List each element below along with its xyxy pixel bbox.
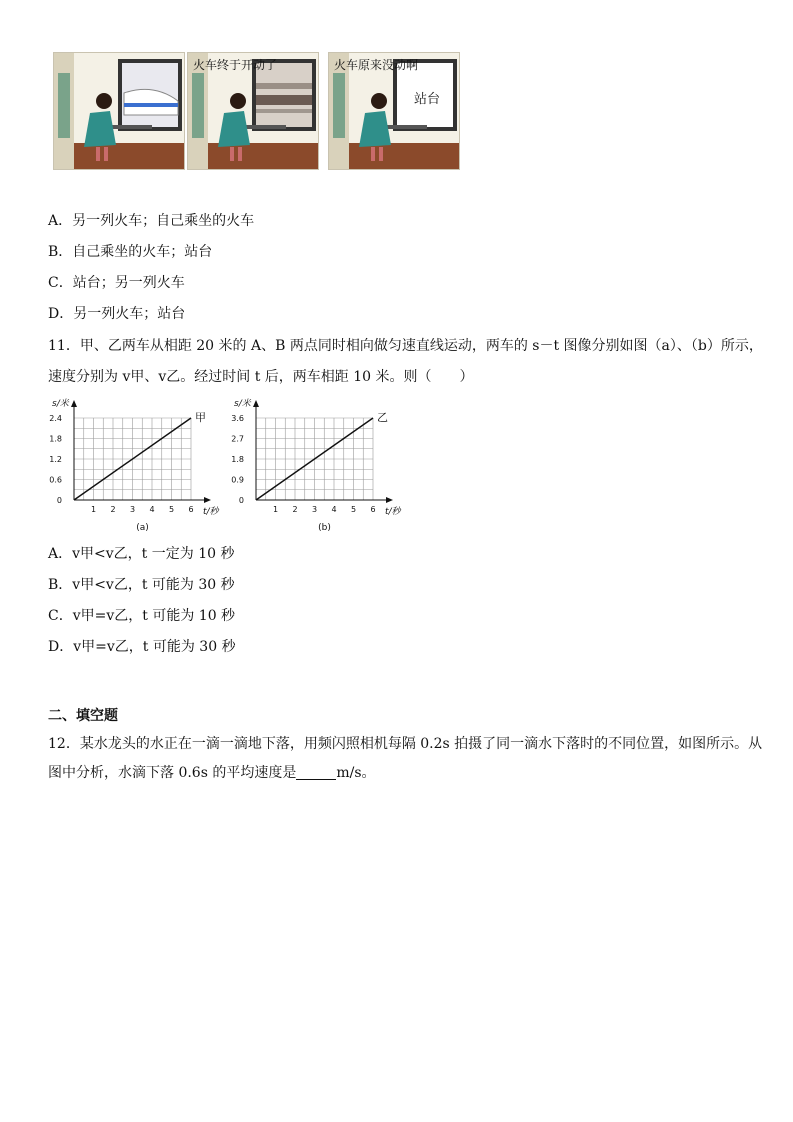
q11-stem-line2: 速度分别为 v甲、v乙。经过时间 t 后，两车相距 10 米。则（ ） xyxy=(48,369,474,385)
x-tick-label: 1 xyxy=(272,505,279,514)
y-tick-label: 0.6 xyxy=(49,475,62,485)
y-tick-label: 1.2 xyxy=(49,455,62,464)
q10-option-d: D．另一列火车；站台 xyxy=(48,306,186,322)
y-axis-arrow xyxy=(71,400,77,407)
x-tick-label: 1 xyxy=(90,505,97,514)
x-axis-arrow xyxy=(386,497,393,503)
chart-caption: (a) xyxy=(136,523,149,533)
x-tick-label: 6 xyxy=(370,505,376,514)
y-tick-label: 0 xyxy=(56,496,62,505)
series-label: 甲 xyxy=(195,411,206,424)
y-tick-label: 0.9 xyxy=(231,475,244,485)
x-axis-arrow xyxy=(204,497,211,503)
q10-option-a: A．另一列火车；自己乘坐的火车 xyxy=(48,213,255,229)
x-tick-label: 3 xyxy=(129,505,136,514)
y-tick-label: 2.7 xyxy=(231,434,244,444)
y-tick-label: 2.4 xyxy=(49,414,62,423)
chart-b-plot xyxy=(231,398,402,533)
chart-a xyxy=(44,395,224,537)
platform-sign: 站台 xyxy=(414,92,441,107)
x-tick-label: 6 xyxy=(188,505,194,514)
y-axis-arrow xyxy=(253,400,259,407)
q11-option-c: C．v甲=v乙，t 可能为 10 秒 xyxy=(48,608,236,624)
answer-blank[interactable] xyxy=(296,765,336,780)
y-tick-label: 1.8 xyxy=(49,434,62,444)
x-tick-label: 5 xyxy=(168,505,175,514)
q12-stem-line1: 12．某水龙头的水正在一滴一滴地下落，用频闪照相机每隔 0.2s 拍摄了同一滴水下落时的不同位置，如图所示。从 xyxy=(48,736,763,752)
q11-option-b: B．v甲<v乙，t 可能为 30 秒 xyxy=(48,577,235,593)
q11-stem-line1: 11．甲、乙两车从相距 20 米的 A、B 两点同时相向做匀速直线运动，两车的 s－t 图像分别如图（a）、（b）所示， xyxy=(48,338,763,354)
panel-3-caption: 火车原来没动啊 xyxy=(334,58,419,72)
x-tick-label: 3 xyxy=(311,505,318,514)
series-label: 乙 xyxy=(377,411,388,424)
panel-2-caption: 火车终于开动了 xyxy=(193,58,278,72)
y-tick-label: 1.8 xyxy=(231,455,244,464)
y-tick-label: 0 xyxy=(238,496,244,505)
q12-stem-line2: 图中分析，水滴下落 0.6s 的平均速度是 m/s。 xyxy=(48,765,376,781)
chart-b xyxy=(226,395,406,537)
x-tick-label: 4 xyxy=(149,505,155,514)
q10-option-c: C．站台；另一列火车 xyxy=(48,275,185,291)
q10-option-b: B．自己乘坐的火车；站台 xyxy=(48,244,213,260)
x-tick-label: 2 xyxy=(292,505,298,514)
section-heading: 二、填空题 xyxy=(48,708,118,724)
x-tick-label: 2 xyxy=(110,505,116,514)
figure-panel-1 xyxy=(53,52,185,170)
x-tick-label: 5 xyxy=(350,505,357,514)
chart-a-plot xyxy=(49,398,220,533)
y-tick-label: 3.6 xyxy=(231,414,244,423)
q11-option-d: D．v甲=v乙，t 可能为 30 秒 xyxy=(48,639,236,655)
y-axis-label: s/米 xyxy=(52,399,69,409)
q11-option-a: A．v甲<v乙，t 一定为 10 秒 xyxy=(48,546,235,562)
x-tick-label: 4 xyxy=(331,505,337,514)
y-axis-label: s/米 xyxy=(234,399,251,409)
x-axis-label: t/秒 xyxy=(385,507,401,517)
x-axis-label: t/秒 xyxy=(203,507,219,517)
chart-caption: (b) xyxy=(318,523,331,533)
